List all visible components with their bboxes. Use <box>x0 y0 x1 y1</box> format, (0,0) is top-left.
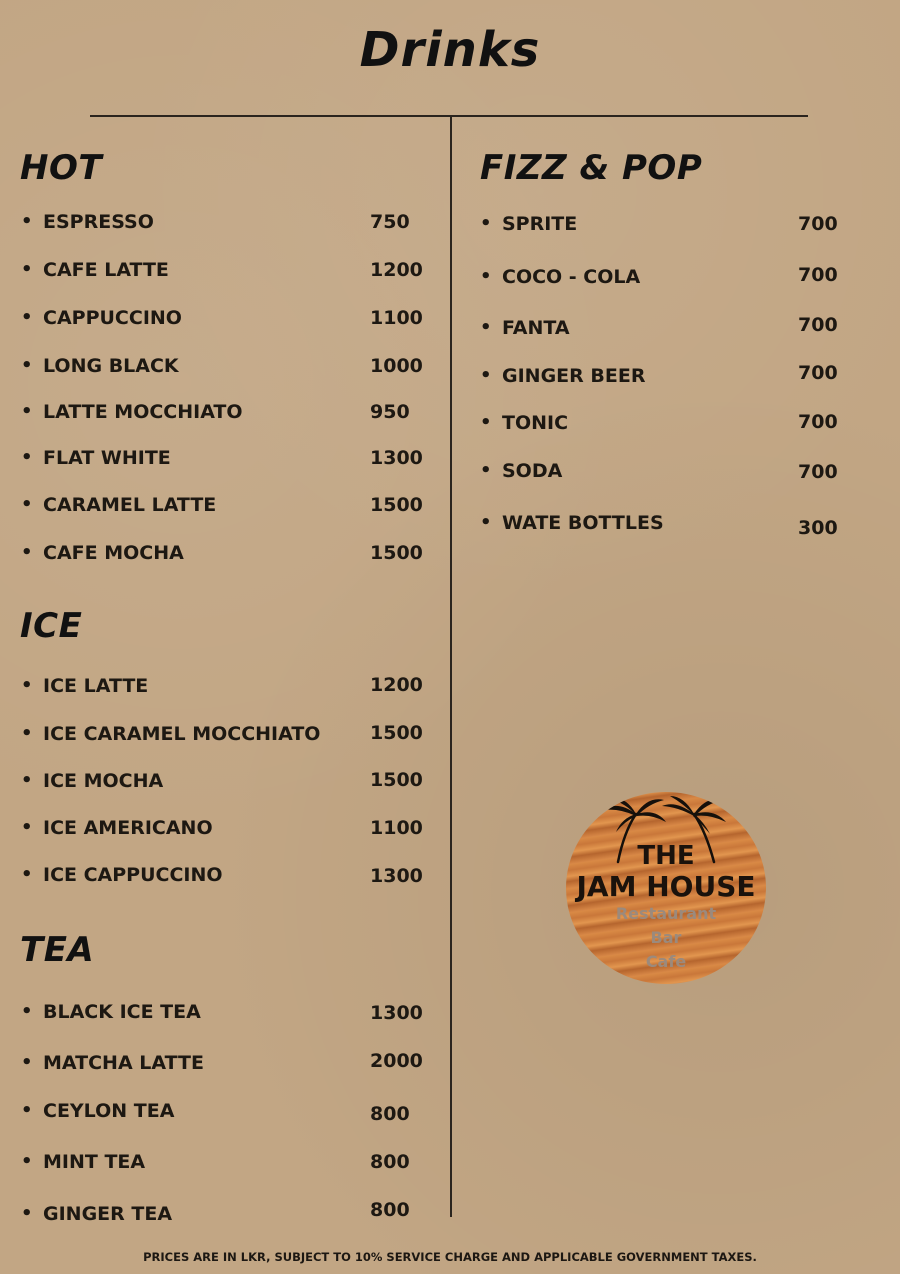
menu-item-name: • FANTA <box>502 316 570 340</box>
menu-item-name: • CARAMEL LATTE <box>43 493 216 517</box>
menu-item-price: 1300 <box>370 447 423 469</box>
section-title-tea: TEA <box>20 930 95 970</box>
menu-item-name: • GINGER BEER <box>502 364 645 388</box>
menu-item-price: 950 <box>370 401 410 423</box>
menu-item-price: 700 <box>798 314 838 336</box>
menu-item-name: • CAFE MOCHA <box>43 541 184 565</box>
menu-item-name: • LATTE MOCCHIATO <box>43 400 243 424</box>
menu-item-name: • LONG BLACK <box>43 354 179 378</box>
menu-item-price: 1500 <box>370 542 423 564</box>
menu-item-price: 1200 <box>370 674 423 696</box>
section-title-fizz-pop: FIZZ & POP <box>480 148 703 188</box>
menu-item-price: 300 <box>798 517 838 539</box>
page-title: Drinks <box>359 22 541 78</box>
menu-item-price: 700 <box>798 264 838 286</box>
menu-item-price: 1500 <box>370 769 423 791</box>
menu-item-price: 1500 <box>370 494 423 516</box>
menu-item-name: • FLAT WHITE <box>43 446 171 470</box>
jam-house-logo <box>566 792 766 984</box>
menu-item-price: 1000 <box>370 355 423 377</box>
menu-item-price: 800 <box>370 1151 410 1173</box>
menu-item-name: • ICE CAPPUCCINO <box>43 863 223 887</box>
menu-item-price: 750 <box>370 211 410 233</box>
header-divider <box>90 115 808 117</box>
menu-item-name: • MINT TEA <box>43 1150 145 1174</box>
logo-line-the: THE <box>637 841 695 871</box>
logo-line-restaurant: Restaurant <box>615 904 717 923</box>
menu-item-name: • ICE AMERICANO <box>43 816 213 840</box>
menu-item-price: 700 <box>798 213 838 235</box>
menu-item-name: • COCO - COLA <box>502 265 640 289</box>
menu-item-price: 700 <box>798 362 838 384</box>
menu-item-name: • ICE MOCHA <box>43 769 163 793</box>
menu-item-name: • TONIC <box>502 411 568 435</box>
menu-item-name: • MATCHA LATTE <box>43 1051 204 1075</box>
menu-item-price: 700 <box>798 411 838 433</box>
menu-item-price: 1100 <box>370 307 423 329</box>
menu-item-name: • CEYLON TEA <box>43 1099 174 1123</box>
menu-item-name: • CAPPUCCINO <box>43 306 182 330</box>
menu-item-name: • SODA <box>502 459 562 483</box>
menu-item-name: • WATE BOTTLES <box>502 511 664 535</box>
menu-item-name: • ICE LATTE <box>43 674 148 698</box>
menu-item-name: • CAFE LATTE <box>43 258 169 282</box>
menu-item-price: 1200 <box>370 259 423 281</box>
section-title-hot: HOT <box>20 148 103 188</box>
section-title-ice: ICE <box>20 606 83 646</box>
menu-item-price: 1100 <box>370 817 423 839</box>
menu-item-name: • SPRITE <box>502 212 577 236</box>
logo-line-jam-house: JAM HOUSE <box>576 870 756 903</box>
logo-line-cafe: Cafe <box>645 952 687 971</box>
price-disclaimer: PRICES ARE IN LKR, SUBJECT TO 10% SERVICE CHARGE AND APPLICABLE GOVERNMENT TAXES. <box>143 1250 757 1264</box>
menu-item-price: 1300 <box>370 1002 423 1024</box>
menu-item-price: 1300 <box>370 865 423 887</box>
menu-item-name: • ESPRESSO <box>43 210 154 234</box>
menu-item-name: • ICE CARAMEL MOCCHIATO <box>43 722 320 746</box>
menu-item-price: 800 <box>370 1199 410 1221</box>
menu-item-price: 700 <box>798 461 838 483</box>
menu-item-name: • BLACK ICE TEA <box>43 1000 201 1024</box>
column-divider <box>450 115 452 1217</box>
menu-item-price: 2000 <box>370 1050 423 1072</box>
logo-line-bar: Bar <box>650 928 682 947</box>
menu-item-name: • GINGER TEA <box>43 1202 172 1226</box>
menu-item-price: 1500 <box>370 722 423 744</box>
menu-item-price: 800 <box>370 1103 410 1125</box>
